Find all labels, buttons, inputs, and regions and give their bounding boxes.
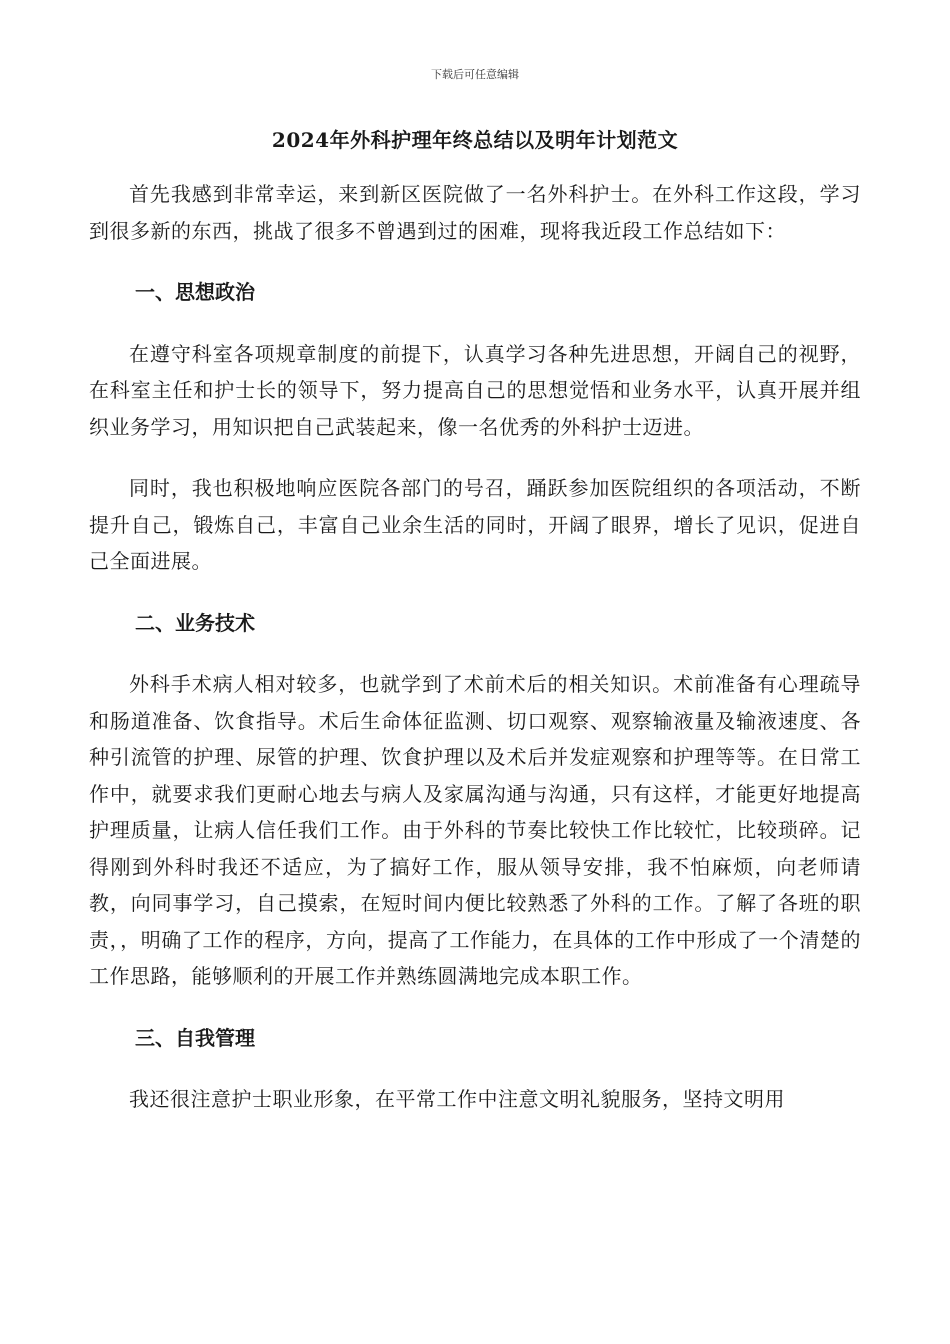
header-note: 下载后可任意编辑 — [431, 68, 519, 81]
document-body — [89, 176, 861, 1118]
section2-paragraph-1: 外科手术病人相对较多，也就学到了术前术后的相关知识。术前准备有心理疏导和肠道准备、饮食指导。术后生命体征监测、切口观察、观察输液量及输液速度、各种引流管的护理、尿管的护理、饮食护理以及术后并发症观察和护理等等。在日常工作中，就要求我们更耐心地去与病人及家属沟通与沟通，只有这样，才能更好地提高护理质量，让病人信任我们工作。由于外科的节奏比较快工作比较忙，比较琐碎。记得刚到外科时我还不适应，为了搞好工作，服从领导安排，我不怕麻烦，向老师请教，向同事学习，自己摸索，在短时间内便比较熟悉了外科的工作。了解了各班的职责，，明确了工作的程序，方向，提高了工作能力，在具体的工作中形成了一个清楚的工作思路，能够顺利的开展工作并熟练圆满地完成本职工作。 — [89, 672, 861, 988]
section1-paragraph-2: 同时，我也积极地响应医院各部门的号召，踊跃参加医院组织的各项活动，不断提升自己，锻炼自己，丰富自己业余生活的同时，开阔了眼界，增长了见识，促进自己全面进展。 — [89, 476, 861, 573]
section1-paragraph-1: 在遵守科室各项规章制度的前提下，认真学习各种先进思想，开阔自己的视野，在科室主任和护士长的领导下，努力提高自己的思想觉悟和业务水平，认真开展并组织业务学习，用知识把自己武装起来，像一名优秀的外科护士迈进。 — [89, 341, 861, 439]
section-heading-3: 三、自我管理 — [135, 1025, 255, 1050]
document-title: 2024年外科护理年终总结以及明年计划范文 — [271, 128, 679, 152]
intro-paragraph: 首先我感到非常幸运，来到新区医院做了一名外科护士。在外科工作这段，学习到很多新的东西，挑战了很多不曾遇到过的困难，现将我近段工作总结如下： — [89, 182, 861, 243]
section-heading-2: 二、业务技术 — [135, 610, 255, 635]
section3-paragraph-1: 我还很注意护士职业形象，在平常工作中注意文明礼貌服务，坚持文明用 — [129, 1087, 785, 1111]
section-heading-1: 一、思想政治 — [135, 280, 255, 304]
